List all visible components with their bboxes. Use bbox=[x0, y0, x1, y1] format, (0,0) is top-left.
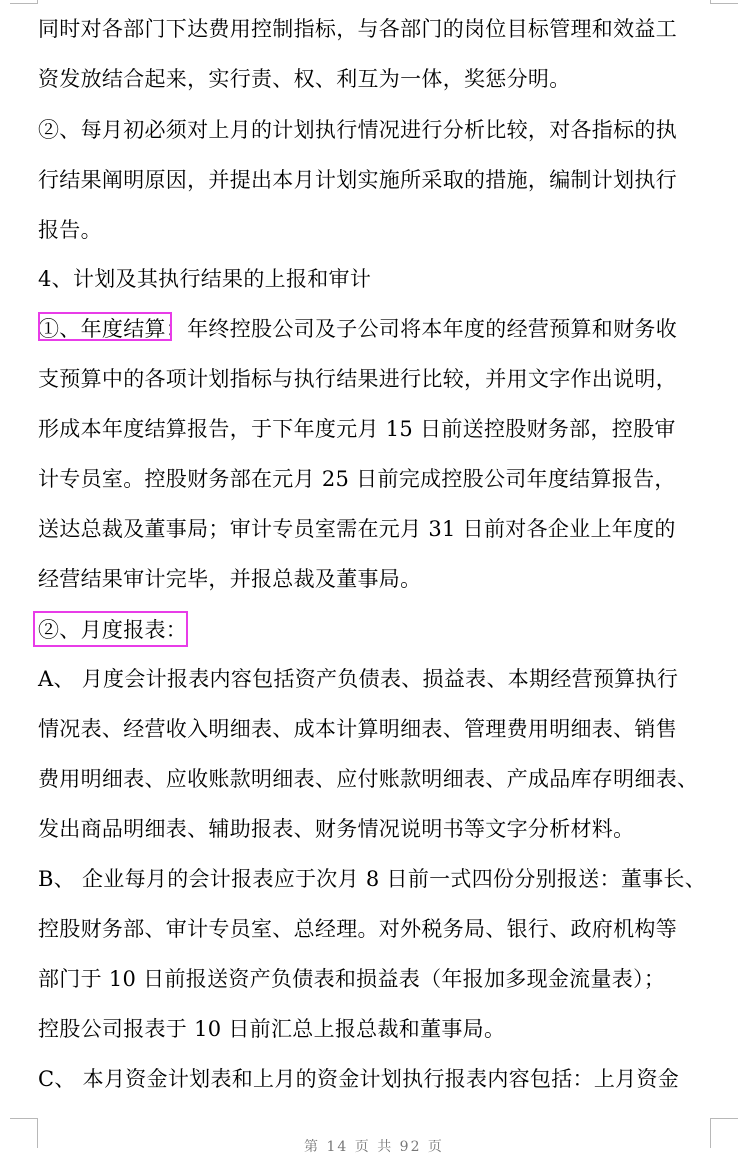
text-line: 资发放结合起来，实行责、权、利互为一体，奖惩分明。 bbox=[38, 67, 571, 91]
text-line: 控股公司报表于 10 日前汇总上报总裁和董事局。 bbox=[38, 1017, 506, 1041]
text-line: 费用明细表、应收账款明细表、应付账款明细表、产成品库存明细表、 bbox=[38, 767, 699, 791]
crop-mark-top-right bbox=[710, 3, 738, 4]
page-number-footer: 第 14 页 共 92 页 bbox=[304, 1139, 444, 1155]
highlight-box-monthly-report bbox=[33, 611, 188, 647]
text-line: 报告。 bbox=[38, 218, 102, 242]
text-line: 控股财务部、审计专员室、总经理。对外税务局、银行、政府机构等 bbox=[38, 917, 677, 941]
crop-mark-top-right-v bbox=[710, 0, 711, 4]
text-line: 行结果阐明原因，并提出本月计划实施所采取的措施，编制计划执行 bbox=[38, 168, 677, 192]
text-line: B、 企业每月的会计报表应于次月 8 日前一式四份分别报送：董事长、 bbox=[38, 867, 707, 891]
crop-mark-bottom-left bbox=[10, 1118, 37, 1119]
text-line: ①、年度结算：年终控股公司及子公司将本年度的经营预算和财务收 bbox=[38, 317, 677, 341]
text-line: 部门于 10 日前报送资产负债表和损益表（年报加多现金流量表）； bbox=[38, 967, 666, 991]
text-line: 情况表、经营收入明细表、成本计算明细表、管理费用明细表、销售 bbox=[38, 717, 677, 741]
highlight-box-annual-settlement bbox=[38, 312, 172, 341]
text-line: 支预算中的各项计划指标与执行结果进行比较，并用文字作出说明， bbox=[38, 367, 677, 391]
crop-mark-top-left-v bbox=[37, 0, 38, 4]
text-line: 经营结果审计完毕，并报总裁及董事局。 bbox=[38, 567, 422, 591]
crop-mark-top-left bbox=[10, 3, 37, 4]
text-line: 发出商品明细表、辅助报表、财务情况说明书等文字分析材料。 bbox=[38, 817, 635, 841]
text-line: 同时对各部门下达费用控制指标，与各部门的岗位目标管理和效益工 bbox=[38, 17, 677, 41]
text-line: 计专员室。控股财务部在元月 25 日前完成控股公司年度结算报告， bbox=[38, 467, 676, 491]
text-line: A、 月度会计报表内容包括资产负债表、损益表、本期经营预算执行 bbox=[38, 667, 679, 691]
text-line: 形成本年度结算报告，于下年度元月 15 日前送控股财务部，控股审 bbox=[38, 417, 676, 441]
text-line: C、 本月资金计划表和上月的资金计划执行报表内容包括：上月资金 bbox=[38, 1067, 680, 1091]
text-line: ②、月度报表： bbox=[38, 618, 188, 642]
text-line: 送达总裁及董事局；审计专员室需在元月 31 日前对各企业上年度的 bbox=[38, 517, 676, 541]
text-line: ②、每月初必须对上月的计划执行情况进行分析比较，对各指标的执 bbox=[38, 118, 677, 142]
crop-mark-bottom-right bbox=[710, 1118, 738, 1119]
section-heading: 4、计划及其执行结果的上报和审计 bbox=[38, 267, 372, 291]
